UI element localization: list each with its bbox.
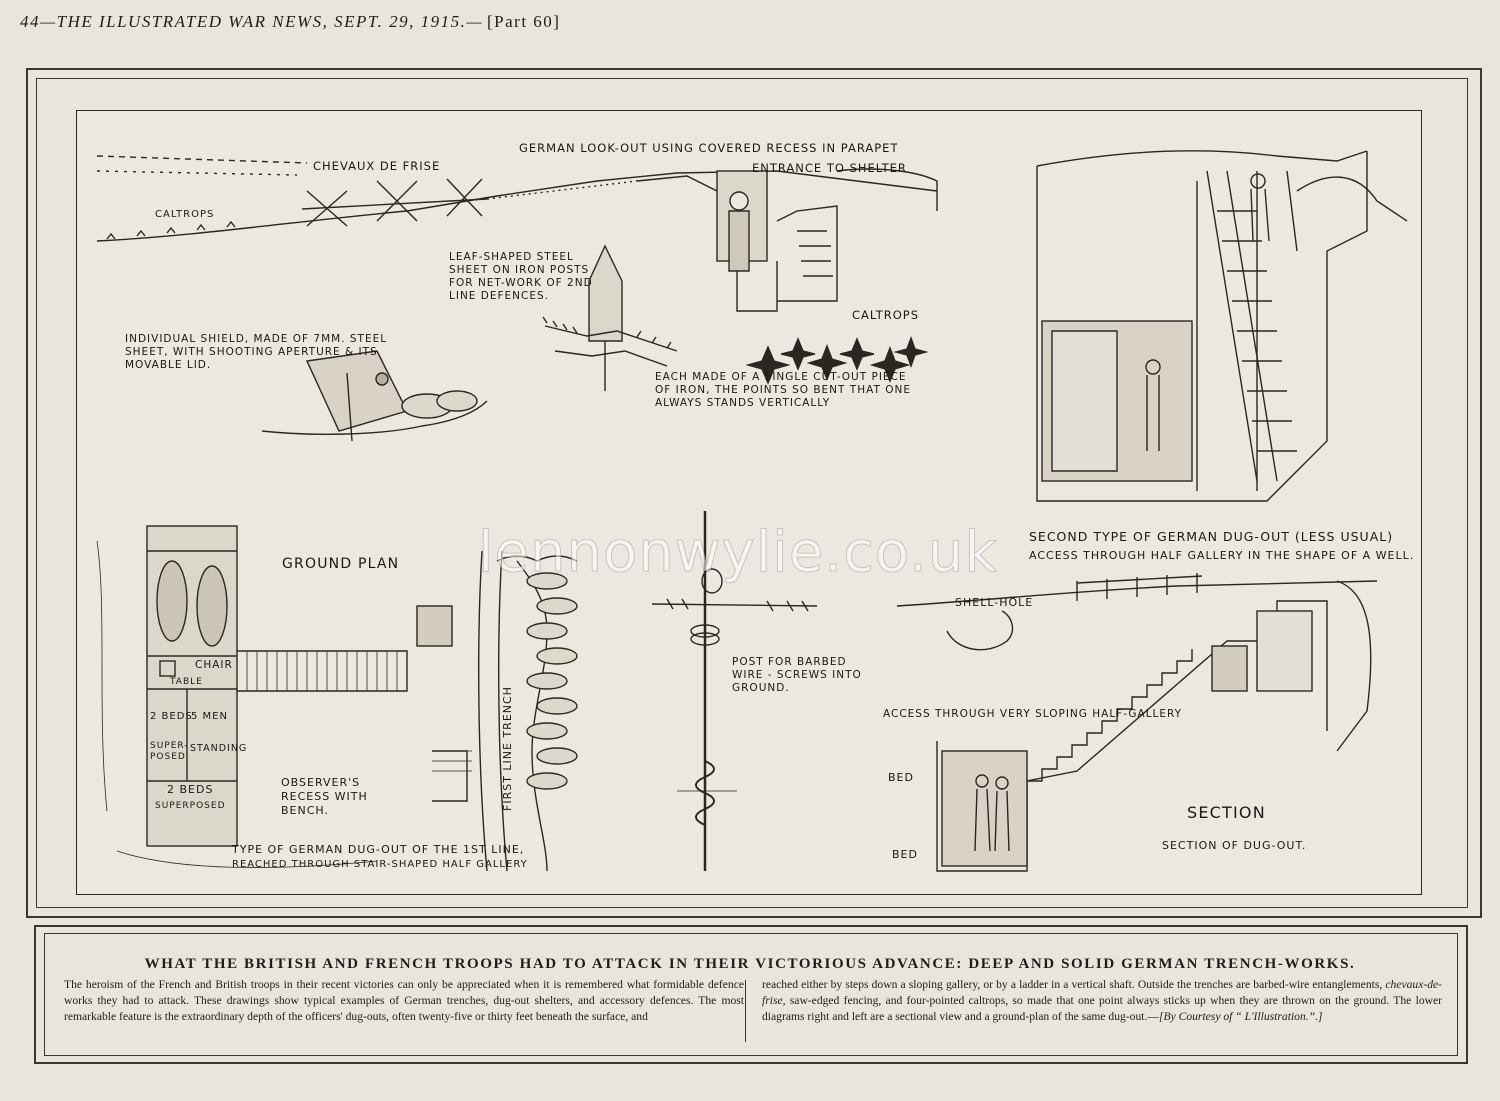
label-standing: STANDING xyxy=(190,743,248,754)
label-two-beds-a: 2 BEDS xyxy=(150,711,193,722)
label-german-lookout: GERMAN LOOK-OUT USING COVERED RECESS IN PARAPET xyxy=(519,141,899,155)
trench-drawings xyxy=(77,111,1421,894)
label-bed-lower: BED xyxy=(892,848,918,861)
label-barbed-wire-post: POST FOR BARBED WIRE - SCREWS INTO GROUND. xyxy=(732,656,862,695)
well-dugout-drawing xyxy=(1037,151,1407,501)
caption-chevaux-italic: chevaux-de-frise, xyxy=(762,978,1442,1007)
label-two-beds-b: 2 BEDS xyxy=(167,783,214,796)
label-section-of-dugout: SECTION OF DUG-OUT. xyxy=(1162,839,1307,852)
label-individual-shield: INDIVIDUAL SHIELD, MADE OF 7MM. STEEL SHEET, WITH SHOOTING APERTURE & ITS MOVABLE LID. xyxy=(125,333,388,372)
label-caltrops-each: CALTROPS xyxy=(852,308,920,322)
label-five-men: 5 MEN xyxy=(191,711,228,722)
caption-right-text-b: saw-edged fencing, and four-pointed caltrops, so made that one point always sticks up when they are thrown on the ground. The lower diagrams right and left are a sectional view and a ground-plan of the same dug-out.— xyxy=(762,994,1442,1023)
label-first-line-trench: FIRST LINE TRENCH xyxy=(501,686,514,811)
label-access-well: ACCESS THROUGH HALF GALLERY IN THE SHAPE OF A WELL. xyxy=(1029,549,1415,562)
caption-right-column xyxy=(762,977,1442,1025)
caption-left-column: The heroism of the French and British troops in their recent victories can only be appreciated when it is remembered what formidable defence works they had to attack. These drawings show typical examples of German trenches, dug-out shelters, and accessory defences. The most remarkable feature is the extraordinary depth of the officers' dug-outs, often twenty-five or thirty feet beneath the surface, and xyxy=(64,978,744,1023)
watermark: lennonwylie.co.uk xyxy=(478,520,998,585)
label-type-german-dugout: TYPE OF GERMAN DUG-OUT OF THE 1ST LINE, xyxy=(232,843,525,856)
label-bed-upper: BED xyxy=(888,771,914,784)
label-second-type-dugout: SECOND TYPE OF GERMAN DUG-OUT (LESS USUAL) xyxy=(1029,529,1394,544)
publication-title: —THE ILLUSTRATED WAR NEWS, SEPT. 29, 1915.— xyxy=(40,12,483,31)
page-number: 44 xyxy=(20,12,40,31)
label-entrance-to-shelter: ENTRANCE TO SHELTER xyxy=(752,161,907,175)
label-leaf-shaped-sheet: LEAF-SHAPED STEEL SHEET ON IRON POSTS FOR NET-WORK OF 2ND LINE DEFENCES. xyxy=(449,251,593,303)
label-chevaux-de-frise: CHEVAUX DE FRISE xyxy=(313,159,441,173)
label-ground-plan: GROUND PLAN xyxy=(282,556,400,572)
label-reached-stair-gallery: REACHED THROUGH STAIR-SHAPED HALF GALLERY xyxy=(232,859,528,870)
label-section: SECTION xyxy=(1187,803,1266,822)
caption-right-text-a: reached either by steps down a sloping gallery, or by a ladder in a vertical shaft. Outside the trenches are barbed-wire entanglements, xyxy=(762,978,1386,991)
dugout-section-drawing xyxy=(897,573,1377,871)
label-chair: CHAIR xyxy=(195,659,233,671)
label-caltrops-top: CALTROPS xyxy=(155,209,215,220)
part-number: [Part 60] xyxy=(487,12,561,31)
label-table: TABLE xyxy=(170,677,203,687)
label-shell-hole: SHELL-HOLE xyxy=(955,596,1034,609)
illustration-plate xyxy=(76,110,1422,895)
running-head xyxy=(20,12,560,32)
label-access-sloping: ACCESS THROUGH VERY SLOPING HALF-GALLERY xyxy=(883,708,1183,720)
label-each-made-of-iron: EACH MADE OF A SINGLE CUT-OUT PIECE OF IRON, THE POINTS SO BENT THAT ONE ALWAYS STANDS VERTICALLY xyxy=(655,371,911,410)
caption-courtesy: [By Courtesy of “ L'Illustration.”.] xyxy=(1158,1010,1323,1023)
label-super-posed: SUPER-POSED xyxy=(150,741,189,763)
caption-title: WHAT THE BRITISH AND FRENCH TROOPS HAD TO ATTACK IN THEIR VICTORIOUS ADVANCE: DEEP AND SOLID GERMAN TRENCH-WORKS. xyxy=(144,956,1356,972)
caption-column-rule xyxy=(745,980,746,1042)
label-observers-recess: OBSERVER'S RECESS WITH BENCH. xyxy=(281,776,368,817)
label-superposed: SUPERPOSED xyxy=(155,801,226,811)
